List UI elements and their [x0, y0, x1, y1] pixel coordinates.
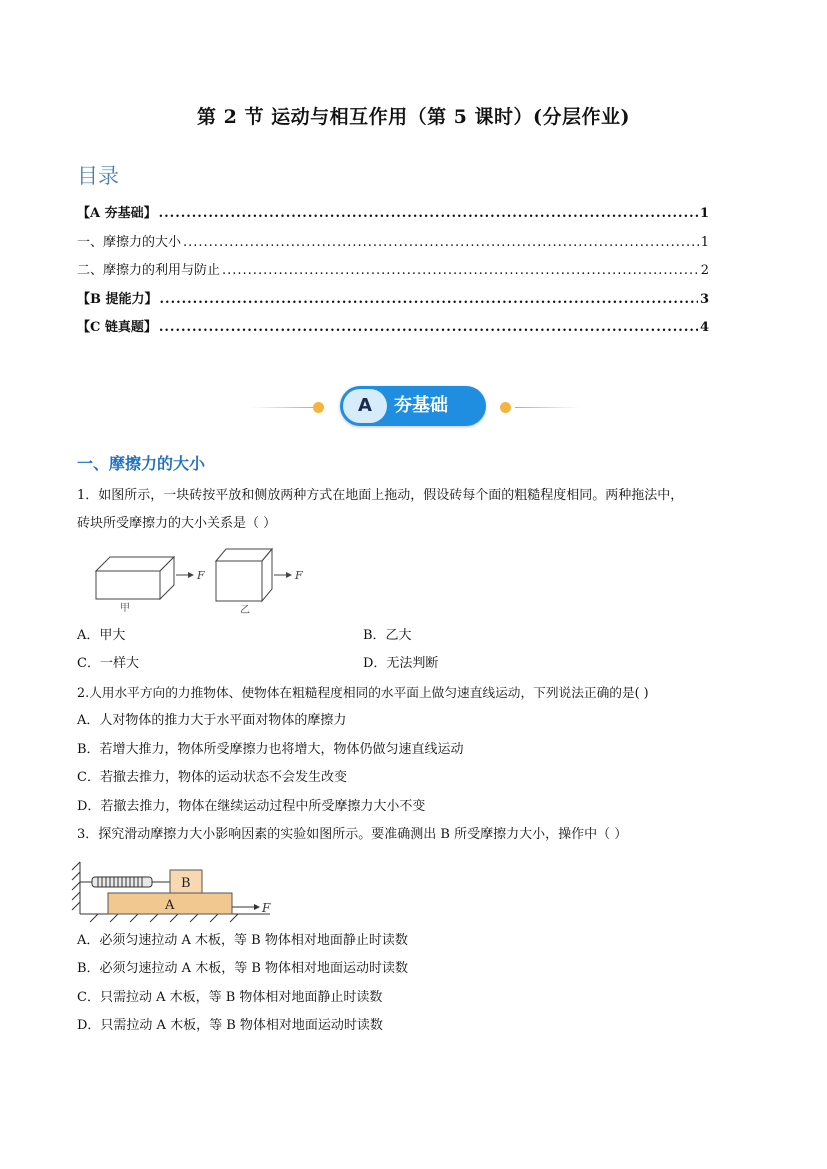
- q1-option-d[interactable]: D．无法判断: [363, 656, 439, 671]
- toc-leader-dots: [183, 235, 699, 250]
- q3-force-label: F: [262, 901, 271, 915]
- q1-force-right: F: [295, 569, 303, 582]
- banner-line-right: [515, 407, 580, 408]
- q2-option-c[interactable]: C．若撤去推力，物体的运动状态不会发生改变: [77, 770, 347, 785]
- q1-caption-right: 乙: [240, 605, 250, 616]
- q1-caption-left: 甲: [120, 603, 130, 614]
- q3-option-d[interactable]: D．只需拉动 A 木板，等 B 物体相对地面运动时读数: [77, 1018, 383, 1033]
- q2-stem: 2.人用水平方向的力推物体、使物体在粗糙程度相同的水平面上做匀速直线运动，下列说法正确的是( ): [77, 685, 649, 700]
- q1-option-c[interactable]: C．一样大: [77, 656, 139, 671]
- q3-option-c[interactable]: C．只需拉动 A 木板，等 B 物体相对地面静止时读数: [77, 990, 383, 1005]
- toc-heading: 目录: [77, 164, 119, 188]
- board-a-label: A: [165, 898, 175, 913]
- q1-force-left: F: [197, 569, 205, 582]
- q3-option-a[interactable]: A．必须匀速拉动 A 木板，等 B 物体相对地面静止时读数: [77, 933, 408, 948]
- toc-item-c[interactable]: [77, 316, 709, 345]
- table-of-contents: [77, 202, 709, 345]
- banner-pill: [340, 386, 486, 426]
- toc-item-label: 二、摩擦力的利用与防止: [77, 263, 221, 278]
- toc-leader-dots: [159, 206, 698, 221]
- toc-leader-dots: [159, 320, 698, 335]
- q1-option-a[interactable]: A．甲大: [77, 628, 126, 643]
- spring-scale: [80, 877, 170, 887]
- toc-item-page: 2: [700, 263, 709, 278]
- banner-dot-left: [313, 402, 324, 413]
- toc-item-page: 3: [699, 291, 709, 307]
- q1-figure: [90, 545, 320, 615]
- toc-item-friction-use[interactable]: [77, 259, 709, 288]
- toc-item-a[interactable]: [77, 202, 709, 231]
- toc-leader-dots: [222, 263, 699, 278]
- banner-dot-right: [500, 402, 511, 413]
- toc-item-page: 1: [700, 234, 709, 250]
- toc-item-b[interactable]: [77, 288, 709, 317]
- q3-stem: 3．探究滑动摩擦力大小影响因素的实验如图所示。要准确测出 B 所受摩擦力大小，操作中（ ）: [77, 827, 628, 842]
- block-b-label: B: [181, 876, 191, 891]
- page-title: 第 2 节 运动与相互作用（第 5 课时）(分层作业): [197, 106, 630, 128]
- q1-stem-line1: 1．如图所示，一块砖按平放和侧放两种方式在地面上拖动，假设砖每个面的粗糙程度相同。两种拖法中，: [77, 488, 684, 503]
- banner-text: 夯基础: [394, 395, 448, 416]
- toc-item-label: 【B 提能力】: [77, 291, 158, 307]
- q3-option-b[interactable]: B．必须匀速拉动 A 木板，等 B 物体相对地面运动时读数: [77, 961, 409, 976]
- toc-item-page: 4: [699, 320, 709, 335]
- toc-item-label: 一、摩擦力的大小: [77, 234, 182, 250]
- toc-item-label: 【A 夯基础】: [77, 206, 157, 221]
- q1-stem-line2: 砖块所受摩擦力的大小关系是（ ）: [77, 516, 277, 531]
- banner-line-left: [250, 407, 315, 408]
- toc-item-page: 1: [699, 206, 709, 221]
- banner-letter: A: [343, 389, 387, 423]
- q2-option-d[interactable]: D．若撤去推力，物体在继续运动过程中所受摩擦力大小不变: [77, 799, 426, 814]
- q2-option-a[interactable]: A．人对物体的推力大于水平面对物体的摩擦力: [77, 713, 347, 728]
- toc-leader-dots: [160, 292, 698, 307]
- q3-figure: [70, 860, 280, 922]
- brick-side: [216, 549, 272, 601]
- q2-option-b[interactable]: B．若增大推力，物体所受摩擦力也将增大，物体仍做匀速直线运动: [77, 742, 464, 757]
- section-heading: 一、摩擦力的大小: [77, 454, 206, 473]
- brick-flat: [96, 557, 174, 599]
- toc-item-label: 【C 链真题】: [77, 320, 157, 335]
- q1-option-b[interactable]: B．乙大: [363, 628, 412, 643]
- toc-item-friction-magnitude[interactable]: [77, 231, 709, 260]
- section-banner: [250, 386, 580, 428]
